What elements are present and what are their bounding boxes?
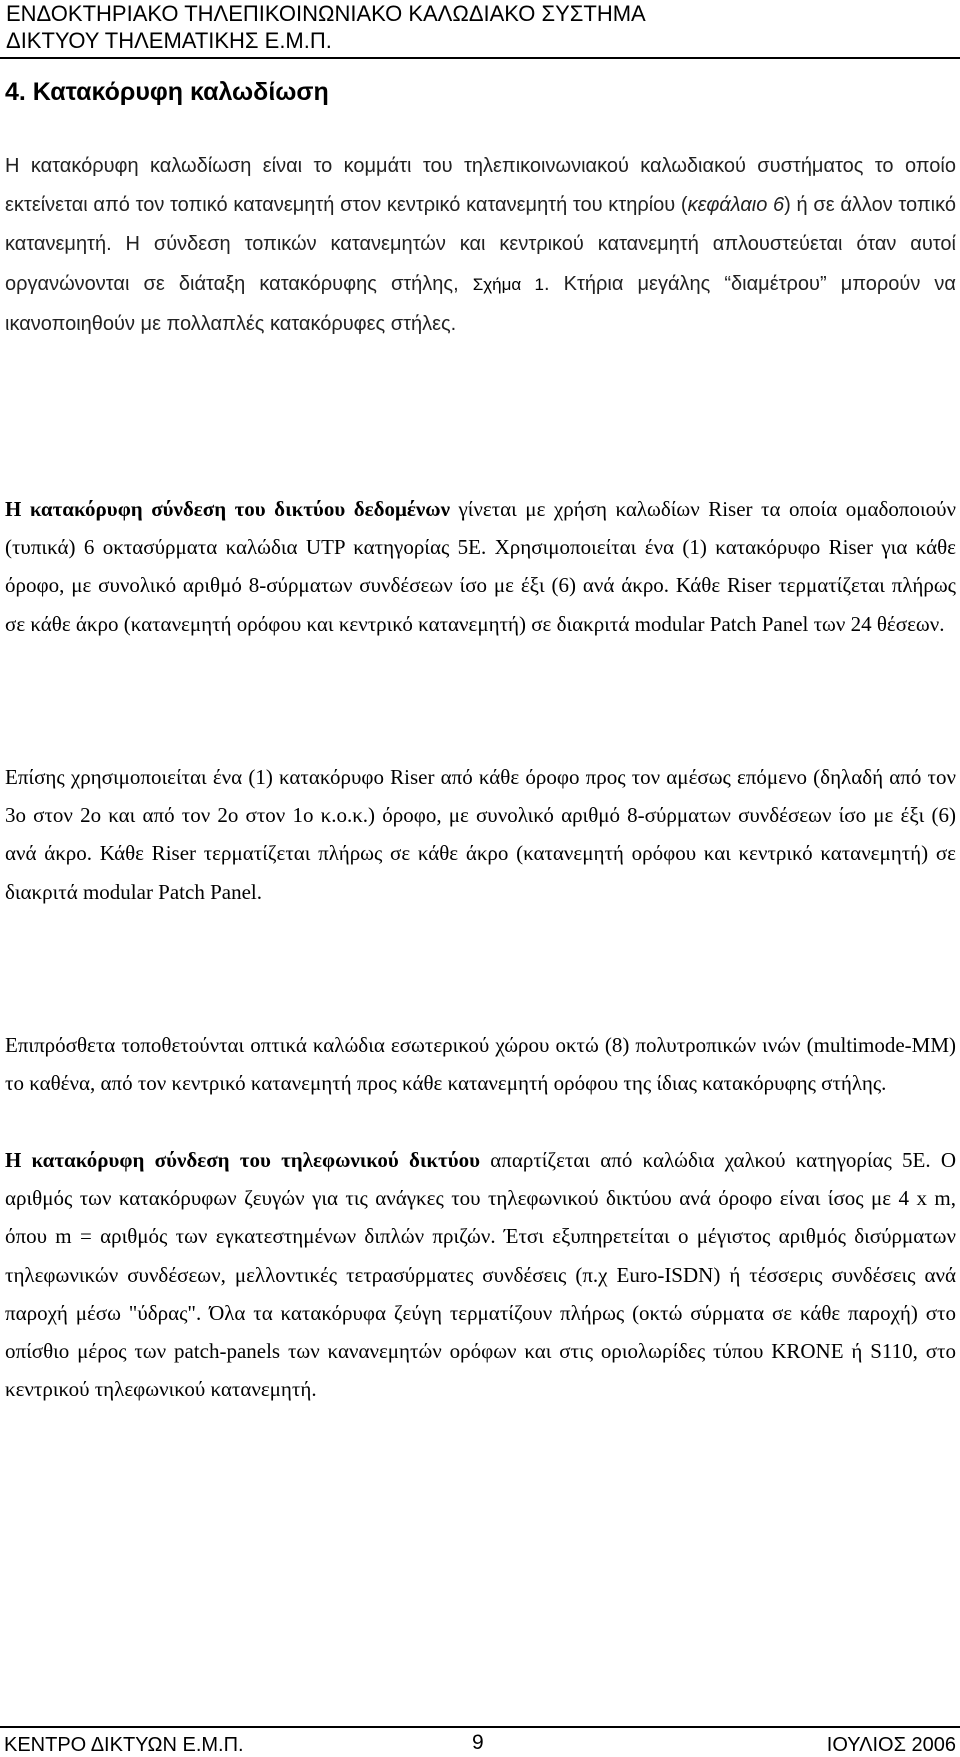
p3-text: Επίσης χρησιμοποιείται ένα (1) κατακόρυφο Riser από κάθε όροφο προς τον αμέσως επόμενο (δηλαδή από τον 3ο στον 2ο και από τον 2ο στον 1ο κ.ο.κ.) όροφο, με συνολικό αριθμό 8-σύρματων συνδέσεων ίσο με έξι (6) ανά άκρο. Κάθε Riser τερματίζεται πλήρως σε κάθε άκρο (κατανεμητή ορόφου και κεντρικό κατανεμητή) σε διακριτά modular Patch Panel.: [5, 765, 956, 904]
p2-heading: Η κατακόρυφη σύνδεση του δικτύου δεδομένων: [5, 497, 450, 521]
footer-date: ΙΟΥΛΙΟΣ 2006: [826, 1734, 956, 1756]
p4-text: Επιπρόσθετα τοποθετούνται οπτικά καλώδια εσωτερικού χώρου οκτώ (8) πολυτροπικών ινών (multimode-MM) το καθένα, από τον κεντρικό κατανεμητή προς κάθε κατανεμητή ορόφου της ίδιας κατακόρυφης στήλης.: [5, 1033, 956, 1096]
p5-heading: Η κατακόρυφη σύνδεση του τηλεφωνικού δικτύου: [5, 1148, 481, 1172]
paragraph-riser-floors: [5, 758, 956, 911]
header-line-2: ΔΙΚΤΥΟΥ ΤΗΛΕΜΑΤΙΚΗΣ Ε.Μ.Π.: [6, 28, 332, 53]
figure-reference: Σχήμα 1: [472, 274, 544, 294]
header-line-1: ΕΝΔΟΚΤΗΡΙΑΚΟ ΤΗΛΕΠΙΚΟΙΝΩΝΙΑΚΟ ΚΑΛΩΔΙΑΚΟ ΣΥΣΤΗΜΑ: [6, 1, 646, 26]
p2-text: γίνεται με χρήση καλωδίων Riser τα οποία ομαδοποιούν (τυπικά) 6 οκτασύρματα καλώδια UTP κατηγορίας 5Ε. Χρησιμοποιείται ένα (1) κατακόρυφο Riser για κάθε όροφο, με συνολικό αριθμό 8-σύρματων συνδέσεων ίσο με έξι (6) ανά άκρο. Κάθε Riser τερματίζεται πλήρως σε κάθε άκρο (κατανεμητή ορόφου και κεντρικό κατανεμητή) σε διακριτά modular Patch Panel των 24 θέσεων.: [5, 497, 956, 636]
paragraph-telephone-network: [5, 1141, 956, 1408]
page-footer: [0, 1720, 960, 1757]
header-divider: [0, 57, 960, 59]
page-number: 9: [472, 1731, 484, 1754]
p5-text: απαρτίζεται από καλώδια χαλκού κατηγορίας 5Ε. Ο αριθμός των κατακόρυφων ζευγών για τις ανάγκες του τηλεφωνικού δικτύου ανά όροφο είναι ίσος με 4 x m, όπου m = αριθμός των εγκατεστημένων διπλών πριζών. Έτσι εξυπηρετείται ο μέγιστος αριθμός δισύρματων τηλεφωνικών συνδέσεων, μελλοντικές τετρασύρματες συνδέσεις (π.χ Euro-ISDN) ή τέσσερις συνδέσεις ανά παροχή μέσω "ύδρας". Όλα τα κατακόρυφα ζεύγη τερματίζουν πλήρως (οκτώ σύρματα σε κάθε παροχή) στο οπίσθιο μέρος των patch-panels των κανανεμητών ορόφων και στις οριολωρίδες τύπου KRONE ή S110, στο κεντρικού τηλεφωνικού κατανεμητή.: [5, 1148, 956, 1402]
paragraph-intro: [5, 146, 956, 343]
page-header: [6, 0, 956, 54]
paragraph-optical: [5, 1026, 956, 1102]
paragraph-data-network: [5, 490, 956, 643]
footer-organization: ΚΕΝΤΡΟ ΔΙΚΤΥΩΝ Ε.Μ.Π.: [4, 1734, 244, 1756]
p1-text-a: Η κατακόρυφη καλωδίωση είναι το κομμάτι του τηλεπικοινωνιακού καλωδιακού συστήματος το οποίο εκτείνεται από τον τοπικό κατανεμητή στον κεντρικό κατανεμητή του κτηρίου (: [5, 155, 956, 217]
p1-text-c: . Κτήρια μεγάλης “διαμέτρου” μπορούν να ικανοποιηθούν με πολλαπλές κατακόρυφες στήλες.: [5, 272, 956, 335]
chapter-reference: κεφάλαιο 6: [687, 194, 785, 217]
footer-divider: [0, 1726, 960, 1728]
section-title: 4. Κατακόρυφη καλωδίωση: [5, 78, 329, 106]
p1-text-b: ) ή σε άλλον τοπικό κατανεμητή. Η σύνδεση τοπικών κατανεμητών και κεντρικού κατανεμητή απλουστεύεται όταν αυτοί οργανώνονται σε διάταξη κατακόρυφης στήλης,: [5, 194, 956, 295]
